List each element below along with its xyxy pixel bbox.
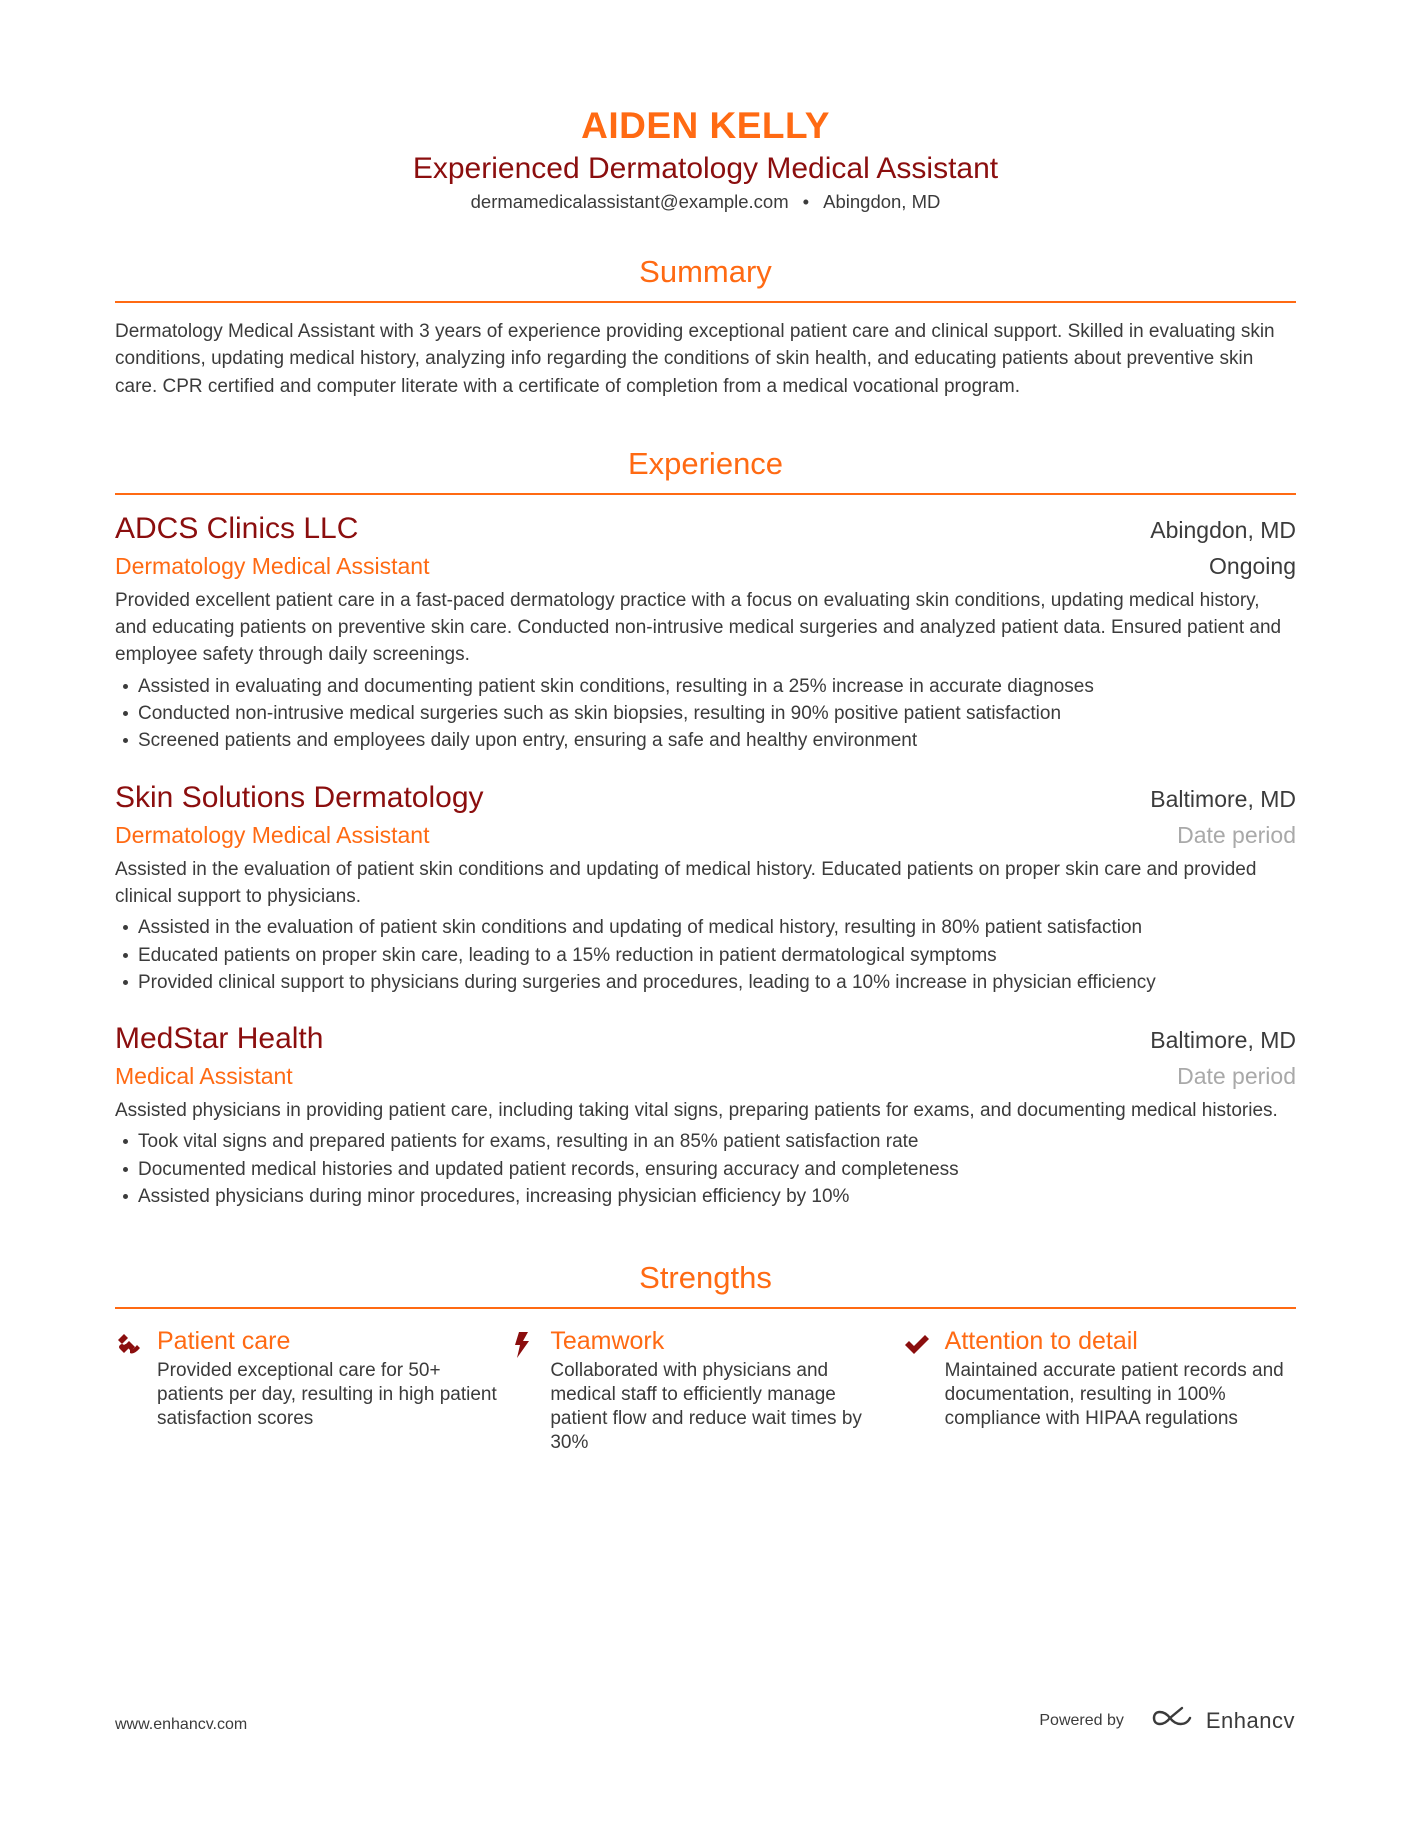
strength-title: Teamwork — [550, 1327, 665, 1356]
company-name: ADCS Clinics LLC — [115, 511, 359, 545]
footer-website-link[interactable]: www.enhancv.com — [115, 1716, 248, 1733]
strength-body — [945, 1325, 1296, 1455]
job-date: Date period — [1177, 1063, 1296, 1090]
job-bullets — [115, 1128, 1296, 1210]
job-description: Provided excellent patient care in a fast-paced dermatology practice with a focus on evaluating skin conditions, updating medical history, and educating patients on preventive skin care. Conducted non-intrusive medical surgeries and analyzed patient data. Ensured patient and employee safety through daily screenings. — [115, 589, 1282, 666]
summary-section — [115, 254, 1296, 400]
bullet-item: Assisted physicians during minor procedures, increasing physician efficiency by 10% — [115, 1183, 1296, 1210]
strength-item — [508, 1325, 902, 1455]
strength-item — [903, 1325, 1296, 1455]
job-description: Assisted physicians in providing patient care, including taking vital signs, preparing patients for exams, and documenting medical histories. — [115, 1100, 1278, 1122]
job-role: Dermatology Medical Assistant — [115, 552, 430, 579]
bullet-item: Provided clinical support to physicians during surgeries and procedures, leading to a 10% increase in physician efficiency — [115, 969, 1296, 996]
job-entry-skin-solutions — [115, 779, 1296, 996]
strengths-section — [115, 1260, 1296, 1455]
bullet-item: Assisted in the evaluation of patient skin conditions and updating of medical history, resulting in 80% patient satisfaction — [115, 914, 1296, 941]
job-role-row — [115, 818, 1296, 852]
bullet-item: Conducted non-intrusive medical surgeries such as skin biopsies, resulting in 90% positive patient satisfaction — [115, 700, 1296, 727]
bullet-item: Documented medical histories and updated patient records, ensuring accuracy and completeness — [115, 1156, 1296, 1183]
company-name: Skin Solutions Dermatology — [115, 780, 484, 814]
strength-description: Collaborated with physicians and medical staff to efficiently manage patient flow and reduce wait times by 30% — [550, 1360, 862, 1454]
enhancv-logo-icon — [1150, 1706, 1196, 1735]
strength-description: Maintained accurate patient records and documentation, resulting in 100% compliance with HIPAA regulations — [944, 1360, 1284, 1430]
strength-title: Attention to detail — [944, 1327, 1138, 1356]
strength-description: Provided exceptional care for 50+ patients per day, resulting in high patient satisfaction scores — [157, 1360, 497, 1430]
candidate-title: Experienced Dermatology Medical Assistant — [412, 152, 999, 185]
job-date: Date period — [1177, 821, 1296, 848]
job-role-row — [115, 1059, 1296, 1093]
resume-page — [115, 0, 1296, 1455]
experience-heading: Experience — [115, 446, 1296, 495]
email-link[interactable]: dermamedicalassistant@example.com — [470, 191, 789, 212]
hand-holding-heart-icon — [115, 1325, 157, 1455]
powered-by-label: Powered by — [1039, 1711, 1124, 1729]
job-location: Baltimore, MD — [1150, 785, 1296, 812]
job-role: Medical Assistant — [115, 1063, 293, 1090]
bullet-item: Assisted in evaluating and documenting patient skin conditions, resulting in a 25% increase in accurate diagnoses — [115, 673, 1296, 700]
job-bullets — [115, 914, 1296, 996]
job-role: Dermatology Medical Assistant — [115, 821, 430, 848]
strength-body — [550, 1325, 902, 1455]
job-date: Ongoing — [1209, 552, 1296, 579]
bullet-item: Screened patients and employees daily upon entry, ensuring a safe and healthy environment — [115, 727, 1296, 754]
company-name: MedStar Health — [115, 1022, 324, 1056]
strengths-heading: Strengths — [115, 1260, 1296, 1309]
contact-separator: • — [802, 191, 810, 212]
lightning-bolt-icon — [508, 1325, 550, 1455]
job-header-row — [115, 779, 1296, 818]
candidate-name: AIDEN KELLY — [581, 105, 830, 146]
strengths-list — [115, 1325, 1296, 1455]
job-location: Abingdon, MD — [1150, 516, 1296, 543]
job-entry-adcs — [115, 510, 1296, 755]
candidate-location: Abingdon, MD — [823, 191, 941, 212]
job-entry-medstar — [115, 1020, 1296, 1210]
bullet-item: Took vital signs and prepared patients for exams, resulting in an 85% patient satisfaction rate — [115, 1128, 1296, 1155]
job-header-row — [115, 1020, 1296, 1059]
strength-title: Patient care — [157, 1327, 291, 1356]
experience-section — [115, 446, 1296, 1210]
summary-heading: Summary — [115, 254, 1296, 303]
strength-item — [115, 1325, 508, 1455]
footer-branding — [1039, 1706, 1295, 1735]
job-header-row — [115, 510, 1296, 549]
contact-line — [115, 190, 1296, 214]
job-role-row — [115, 549, 1296, 583]
bullet-item: Educated patients on proper skin care, leading to a 15% reduction in patient dermatological symptoms — [115, 942, 1296, 969]
job-bullets — [115, 673, 1296, 755]
checkmark-icon — [903, 1325, 945, 1455]
brand-name[interactable]: Enhancv — [1205, 1707, 1295, 1733]
resume-header — [115, 0, 1296, 214]
summary-text: Dermatology Medical Assistant with 3 years of experience providing exceptional patient care and clinical support. Skilled in evaluating skin conditions, updating medical history, analyzing info regarding the conditions of skin health, and educating patients about preventive skin care. CPR certified and computer literate with a certificate of completion from a medical vocational program. — [115, 321, 1275, 397]
strength-body — [157, 1325, 508, 1455]
job-description: Assisted in the evaluation of patient skin conditions and updating of medical history. Educated patients on proper skin care and provided clinical support to physicians. — [115, 858, 1257, 907]
job-location: Baltimore, MD — [1150, 1027, 1296, 1054]
